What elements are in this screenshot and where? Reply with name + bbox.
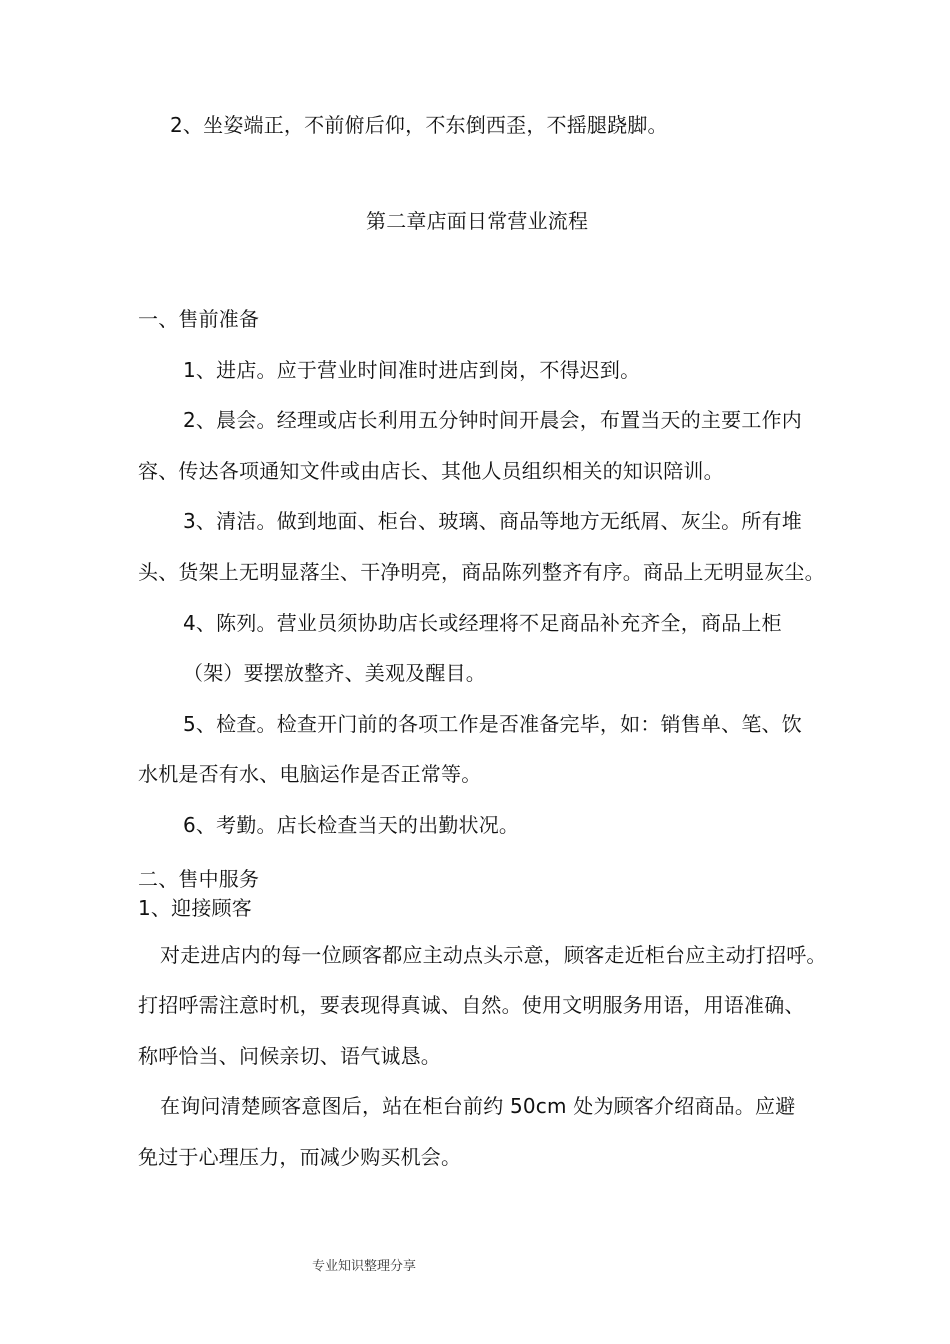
- posture-rule-line: 2、坐姿端正，不前俯后仰，不东倒西歪，不摇腿跷脚。: [170, 113, 668, 137]
- item-cleaning-line-2: 头、货架上无明显落尘、干净明亮，商品陈列整齐有序。商品上无明显灰尘。: [138, 560, 825, 584]
- item-attendance-line: 6、考勤。店长检查当天的出勤状况。: [183, 813, 520, 837]
- section-heading-insale: 二、售中服务: [138, 867, 260, 891]
- introduce-paragraph-line-1: 在询问清楚顾客意图后，站在柜台前约 50cm 处为顾客介绍商品。应避: [160, 1094, 796, 1118]
- greet-paragraph-line-2: 打招呼需注意时机，要表现得真诚、自然。使用文明服务用语，用语准确、: [138, 993, 805, 1017]
- item-check-line-1: 5、检查。检查开门前的各项工作是否准备完毕，如：销售单、笔、饮: [183, 712, 802, 736]
- subheading-greet: 1、迎接顾客: [138, 896, 252, 920]
- item-meeting-line-1: 2、晨会。经理或店长利用五分钟时间开晨会，布置当天的主要工作内: [183, 408, 802, 432]
- greet-paragraph-line-3: 称呼恰当、问候亲切、语气诚恳。: [138, 1044, 441, 1068]
- item-display-line-2: （架）要摆放整齐、美观及醒目。: [183, 661, 486, 685]
- chapter-title: 第二章店面日常营业流程: [366, 209, 589, 233]
- page-footer: 专业知识整理分享: [312, 1259, 417, 1274]
- item-arrive-line: 1、进店。应于营业时间准时进店到岗，不得迟到。: [183, 358, 641, 382]
- item-cleaning-line-1: 3、清洁。做到地面、柜台、玻璃、商品等地方无纸屑、灰尘。所有堆: [183, 509, 802, 533]
- item-check-line-2: 水机是否有水、电脑运作是否正常等。: [138, 762, 482, 786]
- item-display-line-1: 4、陈列。营业员须协助店长或经理将不足商品补充齐全，商品上柜: [183, 611, 782, 635]
- section-heading-presale: 一、售前准备: [138, 307, 260, 331]
- item-meeting-line-2: 容、传达各项通知文件或由店长、其他人员组织相关的知识陪训。: [138, 459, 724, 483]
- greet-paragraph-line-1: 对走进店内的每一位顾客都应主动点头示意，顾客走近柜台应主动打招呼。: [160, 943, 827, 967]
- introduce-paragraph-line-2: 免过于心理压力，而减少购买机会。: [138, 1145, 462, 1169]
